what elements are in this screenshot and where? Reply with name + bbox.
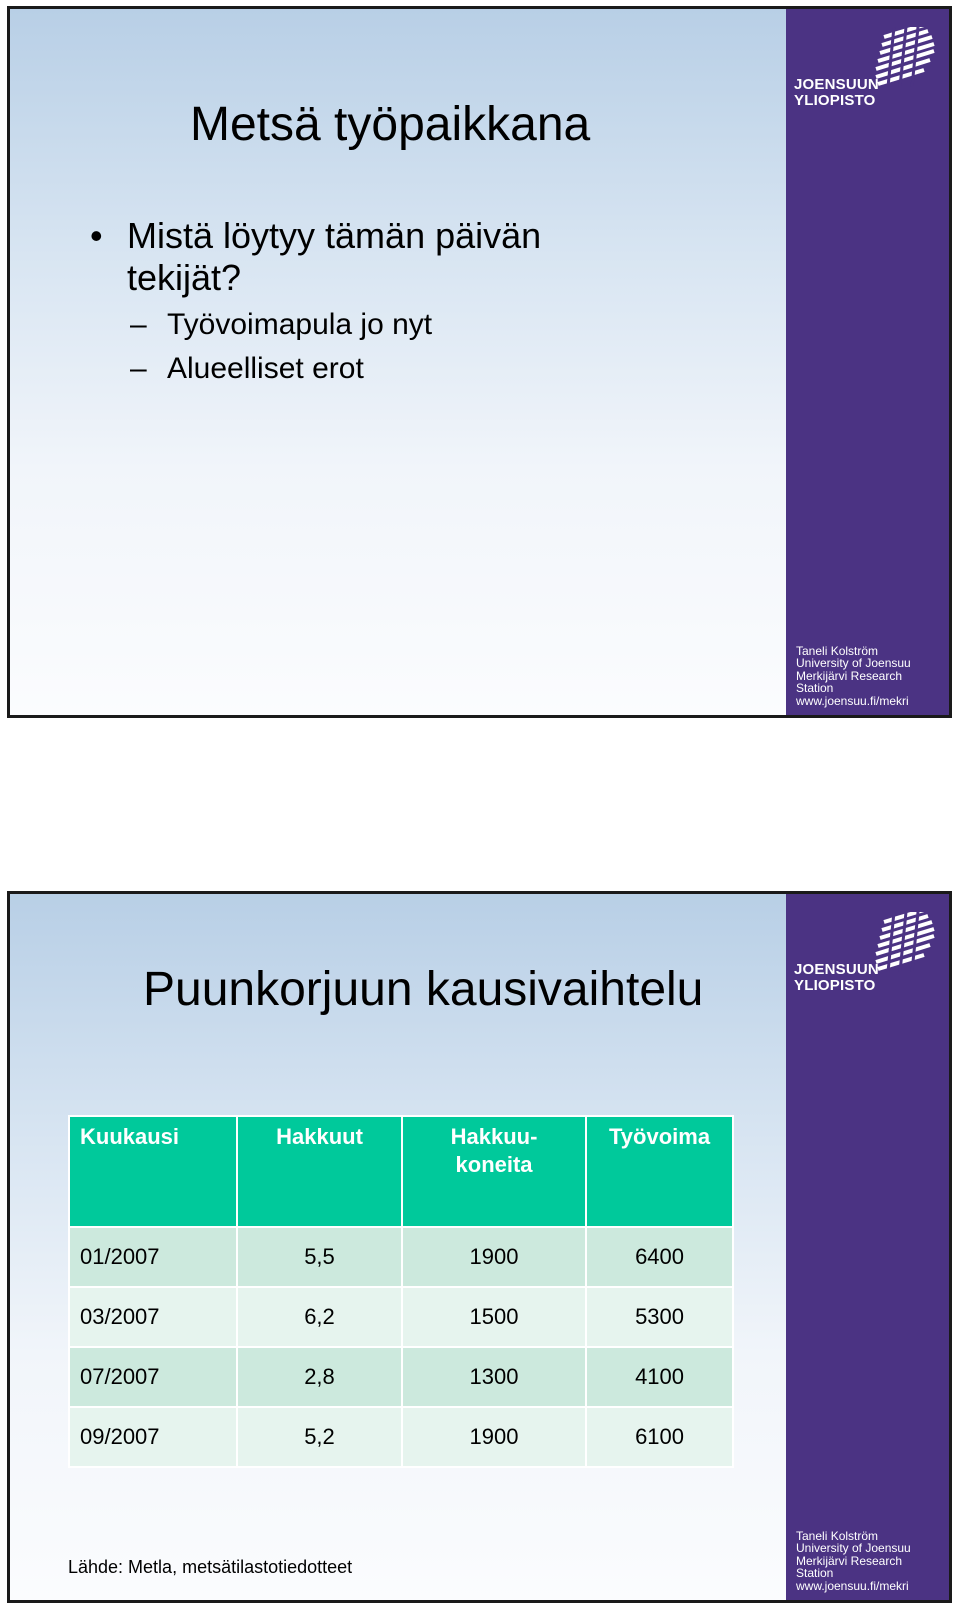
table-header-row	[69, 1116, 733, 1227]
table-cell: 07/2007	[69, 1347, 237, 1407]
bullet-dot-icon: •	[90, 215, 103, 256]
author-credits	[796, 645, 911, 708]
credit-line: University of Joensuu	[796, 656, 911, 670]
logo-text-line: YLIOPISTO	[794, 977, 876, 994]
slide-2	[7, 891, 952, 1603]
table-cell: 03/2007	[69, 1287, 237, 1347]
credit-url: www.joensuu.fi/mekri	[796, 693, 909, 708]
table-cell: 6100	[586, 1407, 733, 1467]
university-logo	[794, 912, 944, 1012]
credit-line: Taneli Kolström	[796, 1528, 879, 1543]
sub-bullet-item	[82, 347, 762, 391]
credit-line: Merkijärvi Research	[796, 668, 903, 683]
slide-title: Puunkorjuun kausivaihtelu	[143, 963, 704, 1016]
table-cell: 6,2	[237, 1287, 402, 1347]
table-row	[69, 1407, 733, 1467]
table-cell: 4100	[586, 1347, 733, 1407]
table-row	[69, 1287, 733, 1347]
sidebar	[786, 9, 949, 715]
bullet-item	[82, 215, 762, 299]
dash-icon: –	[130, 308, 147, 341]
slide-1	[7, 6, 952, 718]
table-row	[69, 1227, 733, 1287]
table-cell: 6400	[586, 1227, 733, 1287]
table-cell: 2,8	[237, 1347, 402, 1407]
author-credits	[796, 1530, 911, 1593]
sidebar	[786, 894, 949, 1600]
credit-line: Taneli Kolström	[796, 643, 879, 658]
column-header: Kuukausi	[69, 1116, 237, 1227]
data-table	[68, 1115, 734, 1468]
dash-icon: –	[130, 352, 147, 385]
credit-line: University of Joensuu	[796, 1541, 911, 1555]
column-header	[402, 1116, 586, 1227]
source-note: Lähde: Metla, metsätilastotiedotteet	[68, 1557, 353, 1577]
table-cell: 1900	[402, 1407, 586, 1467]
column-header-line: koneita	[455, 1152, 533, 1177]
column-header: Hakkuut	[237, 1116, 402, 1227]
logo-text-line: JOENSUUN	[794, 76, 879, 93]
logo-text-line: YLIOPISTO	[794, 92, 876, 109]
table-row	[69, 1347, 733, 1407]
table-cell: 5,5	[237, 1227, 402, 1287]
credit-url: www.joensuu.fi/mekri	[796, 1578, 909, 1593]
bullet-text-line: Mistä löytyy tämän päivän	[127, 215, 542, 256]
table-cell: 5,2	[237, 1407, 402, 1467]
credit-line: Station	[796, 681, 834, 695]
table-cell: 1500	[402, 1287, 586, 1347]
column-header-line: Hakkuu-	[450, 1124, 538, 1149]
table-cell: 5300	[586, 1287, 733, 1347]
sub-bullet-text: Työvoimapula jo nyt	[167, 308, 433, 341]
logo-text-line: JOENSUUN	[794, 961, 879, 978]
table-cell: 1900	[402, 1227, 586, 1287]
credit-line: Merkijärvi Research	[796, 1553, 903, 1568]
sub-bullet-item	[82, 303, 762, 347]
table-cell: 01/2007	[69, 1227, 237, 1287]
sub-bullet-text: Alueelliset erot	[167, 352, 364, 385]
credit-line: Station	[796, 1566, 834, 1580]
university-logo	[794, 27, 944, 127]
bullet-list	[82, 215, 762, 391]
bullet-text-line: tekijät?	[127, 257, 242, 298]
column-header: Työvoima	[586, 1116, 733, 1227]
table-cell: 09/2007	[69, 1407, 237, 1467]
table-cell: 1300	[402, 1347, 586, 1407]
slide-title: Metsä työpaikkana	[190, 98, 591, 151]
